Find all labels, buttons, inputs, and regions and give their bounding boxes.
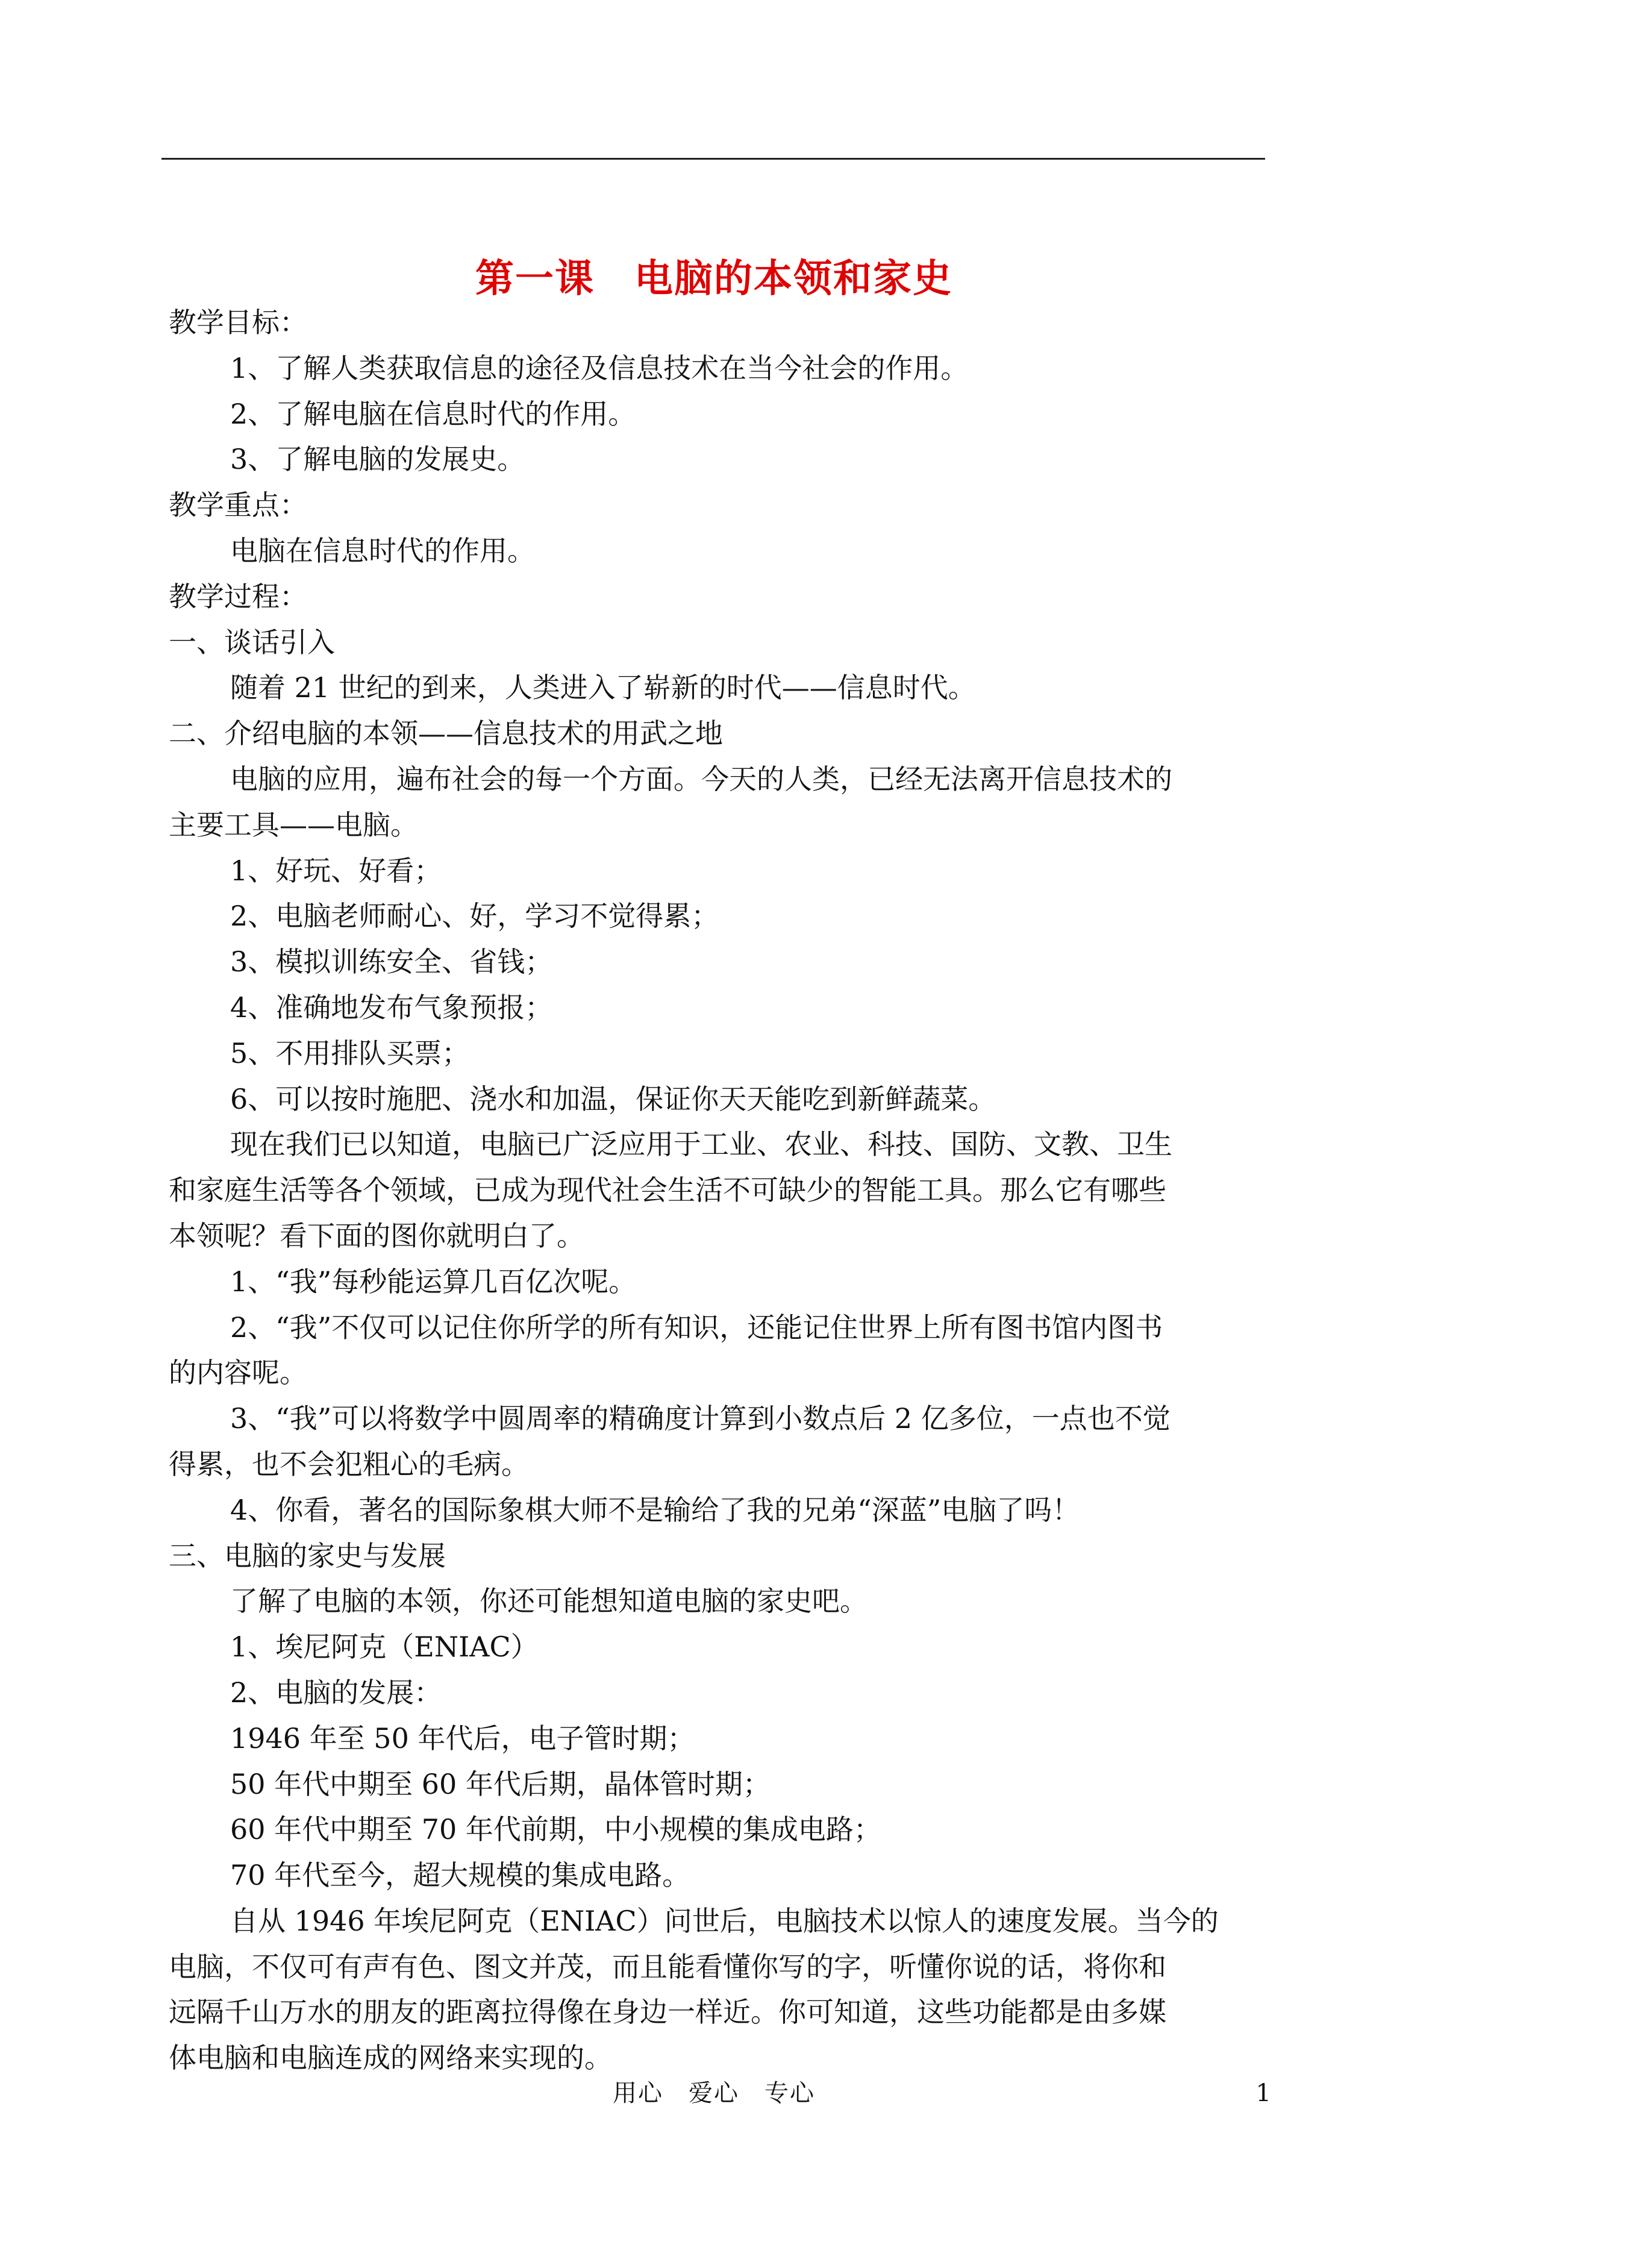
text-line: 电脑，不仅可有声有色、图文并茂，而且能看懂你写的字，听懂你说的话，将你和 bbox=[169, 1950, 1166, 1983]
footer-motto: 用心 爱心 专心 bbox=[613, 2079, 815, 2107]
text-line: 远隔千山万水的朋友的距离拉得像在身边一样近。你可知道，这些功能都是由多媒 bbox=[169, 1996, 1166, 2029]
text-line: 教学过程： bbox=[169, 580, 307, 613]
text-line: 现在我们已以知道，电脑已广泛应用于工业、农业、科技、国防、文教、卫生 bbox=[230, 1128, 1172, 1161]
page-title: 第一课 电脑的本领和家史 bbox=[475, 255, 952, 301]
text-line: 电脑在信息时代的作用。 bbox=[230, 534, 535, 567]
text-line: 教学目标： bbox=[169, 306, 307, 339]
text-line: 电脑的应用，遍布社会的每一个方面。今天的人类，已经无法离开信息技术的 bbox=[230, 762, 1172, 795]
text-line: 1、“我”每秒能运算几百亿次呢。 bbox=[230, 1265, 637, 1298]
text-line: 4、你看，著名的国际象棋大师不是输给了我的兄弟“深蓝”电脑了吗！ bbox=[230, 1493, 1080, 1526]
text-line: 三、电脑的家史与发展 bbox=[169, 1539, 446, 1572]
text-line: 的内容呢。 bbox=[169, 1356, 307, 1389]
text-line: 二、介绍电脑的本领——信息技术的用武之地 bbox=[169, 717, 723, 750]
header-rule bbox=[161, 158, 1265, 160]
text-line: 2、了解电脑在信息时代的作用。 bbox=[230, 397, 636, 430]
text-line: 1、好玩、好看； bbox=[230, 854, 442, 887]
text-line: 本领呢？看下面的图你就明白了。 bbox=[169, 1219, 584, 1252]
text-line: 2、电脑的发展： bbox=[230, 1676, 442, 1709]
text-line: 3、“我”可以将数学中圆周率的精确度计算到小数点后 2 亿多位，一点也不觉 bbox=[230, 1402, 1171, 1435]
text-line: 5、不用排队买票； bbox=[230, 1036, 470, 1070]
text-line: 2、“我”不仅可以记住你所学的所有知识，还能记住世界上所有图书馆内图书 bbox=[230, 1311, 1163, 1344]
text-line: 随着 21 世纪的到来，人类进入了崭新的时代——信息时代。 bbox=[230, 671, 976, 704]
text-line: 主要工具——电脑。 bbox=[169, 808, 418, 841]
text-line: 自从 1946 年埃尼阿克（ENIAC）问世后，电脑技术以惊人的速度发展。当今的 bbox=[230, 1904, 1219, 1937]
text-line: 60 年代中期至 70 年代前期，中小规模的集成电路； bbox=[230, 1813, 881, 1846]
text-line: 1、埃尼阿克（ENIAC） bbox=[230, 1631, 539, 1664]
text-line: 3、了解电脑的发展史。 bbox=[230, 443, 525, 476]
text-line: 4、准确地发布气象预报； bbox=[230, 991, 553, 1024]
text-line: 3、模拟训练安全、省钱； bbox=[230, 945, 553, 979]
text-line: 1946 年至 50 年代后，电子管时期； bbox=[230, 1721, 695, 1755]
page-number: 1 bbox=[1255, 2079, 1271, 2107]
text-line: 得累，也不会犯粗心的毛病。 bbox=[169, 1447, 529, 1480]
text-line: 体电脑和电脑连成的网络来实现的。 bbox=[169, 2041, 612, 2075]
text-line: 1、了解人类获取信息的途径及信息技术在当今社会的作用。 bbox=[230, 351, 969, 384]
text-line: 教学重点： bbox=[169, 489, 307, 522]
text-line: 70 年代至今，超大规模的集成电路。 bbox=[230, 1859, 690, 1892]
text-line: 了解了电脑的本领，你还可能想知道电脑的家史吧。 bbox=[230, 1585, 868, 1618]
text-line: 2、电脑老师耐心、好，学习不觉得累； bbox=[230, 900, 719, 933]
text-line: 一、谈话引入 bbox=[169, 625, 335, 659]
document-body bbox=[169, 300, 1265, 2081]
text-line: 6、可以按时施肥、浇水和加温，保证你天天能吃到新鲜蔬菜。 bbox=[230, 1082, 996, 1115]
text-line: 和家庭生活等各个领域，已成为现代社会生活不可缺少的智能工具。那么它有哪些 bbox=[169, 1174, 1166, 1207]
text-line: 50 年代中期至 60 年代后期，晶体管时期； bbox=[230, 1767, 771, 1800]
